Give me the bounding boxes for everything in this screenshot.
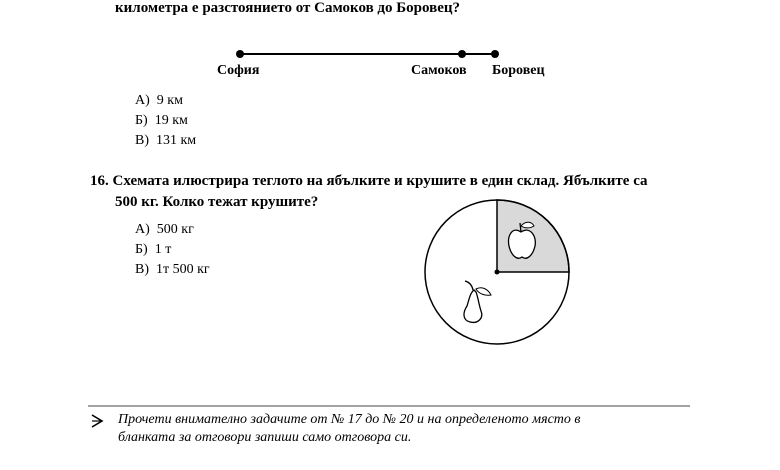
q16-question-line2: 500 кг. Колко тежат крушите? [115,194,319,210]
option-letter: В) [135,133,149,148]
q15-option-a [135,93,183,109]
option-text: 1 т [154,242,172,257]
option-letter: Б) [135,113,148,128]
arrow-bullet-icon [92,415,102,427]
pear-icon [464,281,491,322]
city-label-borovets: Боровец [492,63,545,78]
q15-question-text: километра е разстоянието от Самоков до Боровец? [115,0,461,16]
city-label-samokov: Самоков [411,63,467,78]
samokov-point [458,50,466,58]
sofia-point [236,50,244,58]
q16-number: 16. [90,173,109,189]
borovets-point [491,50,499,58]
option-letter: Б) [135,242,148,257]
q16-text-line1: Схемата илюстрира теглото на ябълките и крушите в един склад. Ябълките са [112,173,648,189]
option-text: 500 кг [156,222,194,237]
q16-question-line1 [90,173,648,190]
option-text: 19 км [154,113,188,128]
q16-option-c [135,262,210,278]
option-text: 1т 500 кг [156,262,210,277]
weight-pie-diagram [425,200,569,344]
instruction-line2: бланката за отговори запиши само отговора си. [118,430,412,445]
q15-option-b [135,113,188,129]
option-text: 131 км [156,133,197,148]
instruction-line1: Прочети внимателно задачите от № 17 до № 20 и на определеното място в [118,412,581,427]
q16-option-b [135,242,171,258]
option-letter: А) [135,222,150,237]
option-letter: В) [135,262,149,277]
option-text: 9 км [156,93,183,108]
q16-option-a [135,222,194,238]
q15-option-c [135,133,196,149]
city-label-sofia: София [217,63,260,78]
option-letter: А) [135,93,150,108]
